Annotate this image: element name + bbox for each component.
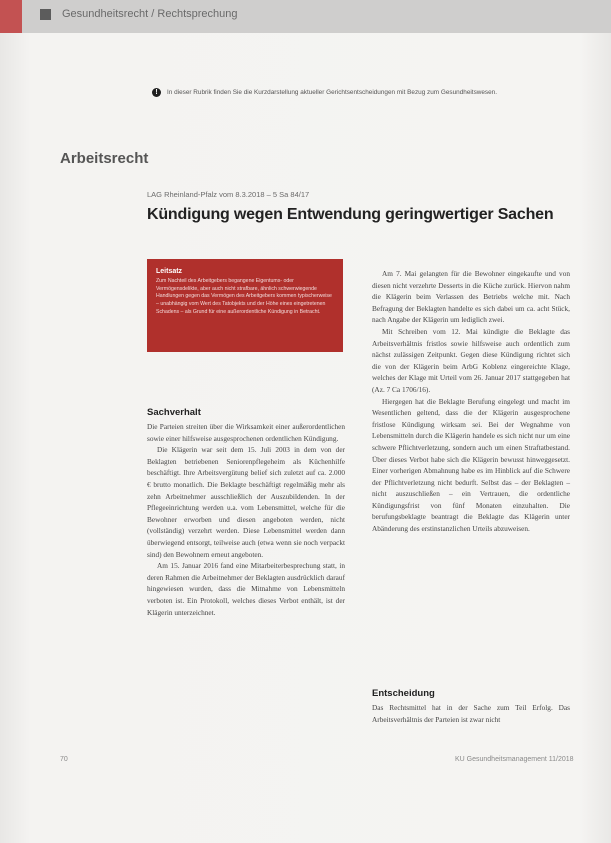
journal-name: KU Gesundheitsmanagement 11/2018 [455, 756, 574, 763]
leitsatz-box [147, 259, 343, 352]
accent-stripe [0, 0, 22, 33]
paragraph: Mit Schreiben vom 12. Mai kündigte die Beklagte das Arbeitsverhältnis fristlos sowie hilfsweise auch ordentlich zum nächst zulässigen Zeitpunkt. Gegen diese Kündigung richtet sich die von der Klägerin beim ArbG Koblenz eingereichte Klage, welches der Klage mit Urteil vom 26. Januar 2017 stattgegeben hat (Az. 7 Ca 1706/16). [372, 326, 570, 394]
article-title: Kündigung wegen Entwendung geringwertiger Sachen [147, 206, 554, 223]
section-square-icon [40, 9, 51, 20]
entscheidung-heading: Entscheidung [372, 688, 435, 699]
rubric-info-text: In dieser Rubrik finden Sie die Kurzdarstellung aktueller Gerichtsentscheidungen mit Bezug zum Gesundheitswesen. [167, 89, 498, 97]
section-header-bar [0, 0, 611, 33]
paragraph: Die Parteien streiten über die Wirksamkeit einer außerordentlichen sowie einer hilfsweise ausgesprochenen ordentlichen Kündigung. [147, 422, 345, 443]
page-number: 70 [60, 756, 68, 763]
breadcrumb: Gesundheitsrecht / Rechtsprechung [62, 8, 238, 20]
paragraph: Am 15. Januar 2016 fand eine Mitarbeiterbesprechung statt, in deren Rahmen die Arbeitnehmer der Beklagten ausdrücklich darauf hingewiesen wurden, dass die Mitnahme von Lebensmitteln verboten ist. Ein Protokoll, welches dieses Verbot enthält, ist der Klägerin unterzeichnet. [147, 561, 345, 617]
paragraph: Am 7. Mai gelangten für die Bewohner eingekaufte und von diesen nicht verzehrte Desserts in die Küche zurück. Hiervon nahm die Klägerin beim Verlassen des Betriebs welche mit. Nach Befragung der Beklagten handelte es sich dabei um ca. acht Stück, nach Angabe der Klägerin um lediglich zwei. [372, 269, 570, 325]
left-column-text [147, 421, 345, 618]
entscheidung-text [372, 702, 570, 725]
paragraph: Die Klägerin war seit dem 15. Juli 2003 in dem von der Beklagten betriebenen Seniorenpflegeheim als Küchenhilfe beschäftigt. Ihre Arbeitsvergütung belief sich zuletzt auf ca. 2.000 € brutto monatlich. Die Beklagte beschäftigt regelmäßig mehr als zehn Arbeitnehmer ausschließlich der Auszubildenden. In der Pflegeeinrichtung werden u.a. vom Lebensmittel, welche für die Bewohner erworben und diesen angeboten werden, nicht (vollständig) verzehrt werden. Diese Lebensmittel werden dann überwiegend entsorgt, teilweise auch (etwa wenn sie noch verpackt sind) den Bewohnern erneut angeboten. [147, 445, 345, 559]
paragraph: Das Rechtsmittel hat in der Sache zum Teil Erfolg. Das Arbeitsverhältnis der Parteien ist zwar nicht [372, 703, 570, 724]
right-column-text [372, 268, 570, 535]
paragraph: Hiergegen hat die Beklagte Berufung eingelegt und macht im Wesentlichen geltend, dass die der Klägerin ausgesprochene fristlose Kündigung wirksam sei. Bei der Wegnahme von Lebensmitteln durch die Klägerin handele es sich nicht nur um eine schwere Pflichtverletzung, sondern auch um einen Straftatbestand. Über dieses Verbot habe sich die Klägerin bewusst hinweggesetzt. Einer vorherigen Abmahnung habe es im Hinblick auf die Schwere der Pflichtverletzung nicht bedurft. Selbst das – der Beklagten – nicht auszuschließen – ein Vertrauen, die ordentliche Kündigungsfrist von fünf Monaten einzuhalten. Die berufungsbeklagte beantragt die Beklagte das Klägerin unter Abänderung des erstinstanzlichen Urteils abzuweisen. [372, 396, 570, 534]
leitsatz-title: Leitsatz [156, 268, 183, 275]
leitsatz-text: Zum Nachteil des Arbeitgebers begangene Eigentums- oder Vermögensdelikte, aber auch nicht strafbare, ähnlich schwerwiegende Handlungen gegen das Vermögen des Arbeitgebers kommen typischerweise – unabhängig vom Wert des Tatobjekts und der Höhe eines eingetretenen Schadens – als Grund für eine außerordentliche Kündigung in Betracht. [156, 278, 332, 315]
rubric-title: Arbeitsrecht [60, 150, 149, 167]
sachverhalt-heading: Sachverhalt [147, 407, 201, 418]
court-reference: LAG Rheinland-Pfalz vom 8.3.2018 – 5 Sa 84/17 [147, 190, 310, 199]
rubric-info-line [152, 88, 497, 97]
info-icon: ! [152, 88, 161, 97]
